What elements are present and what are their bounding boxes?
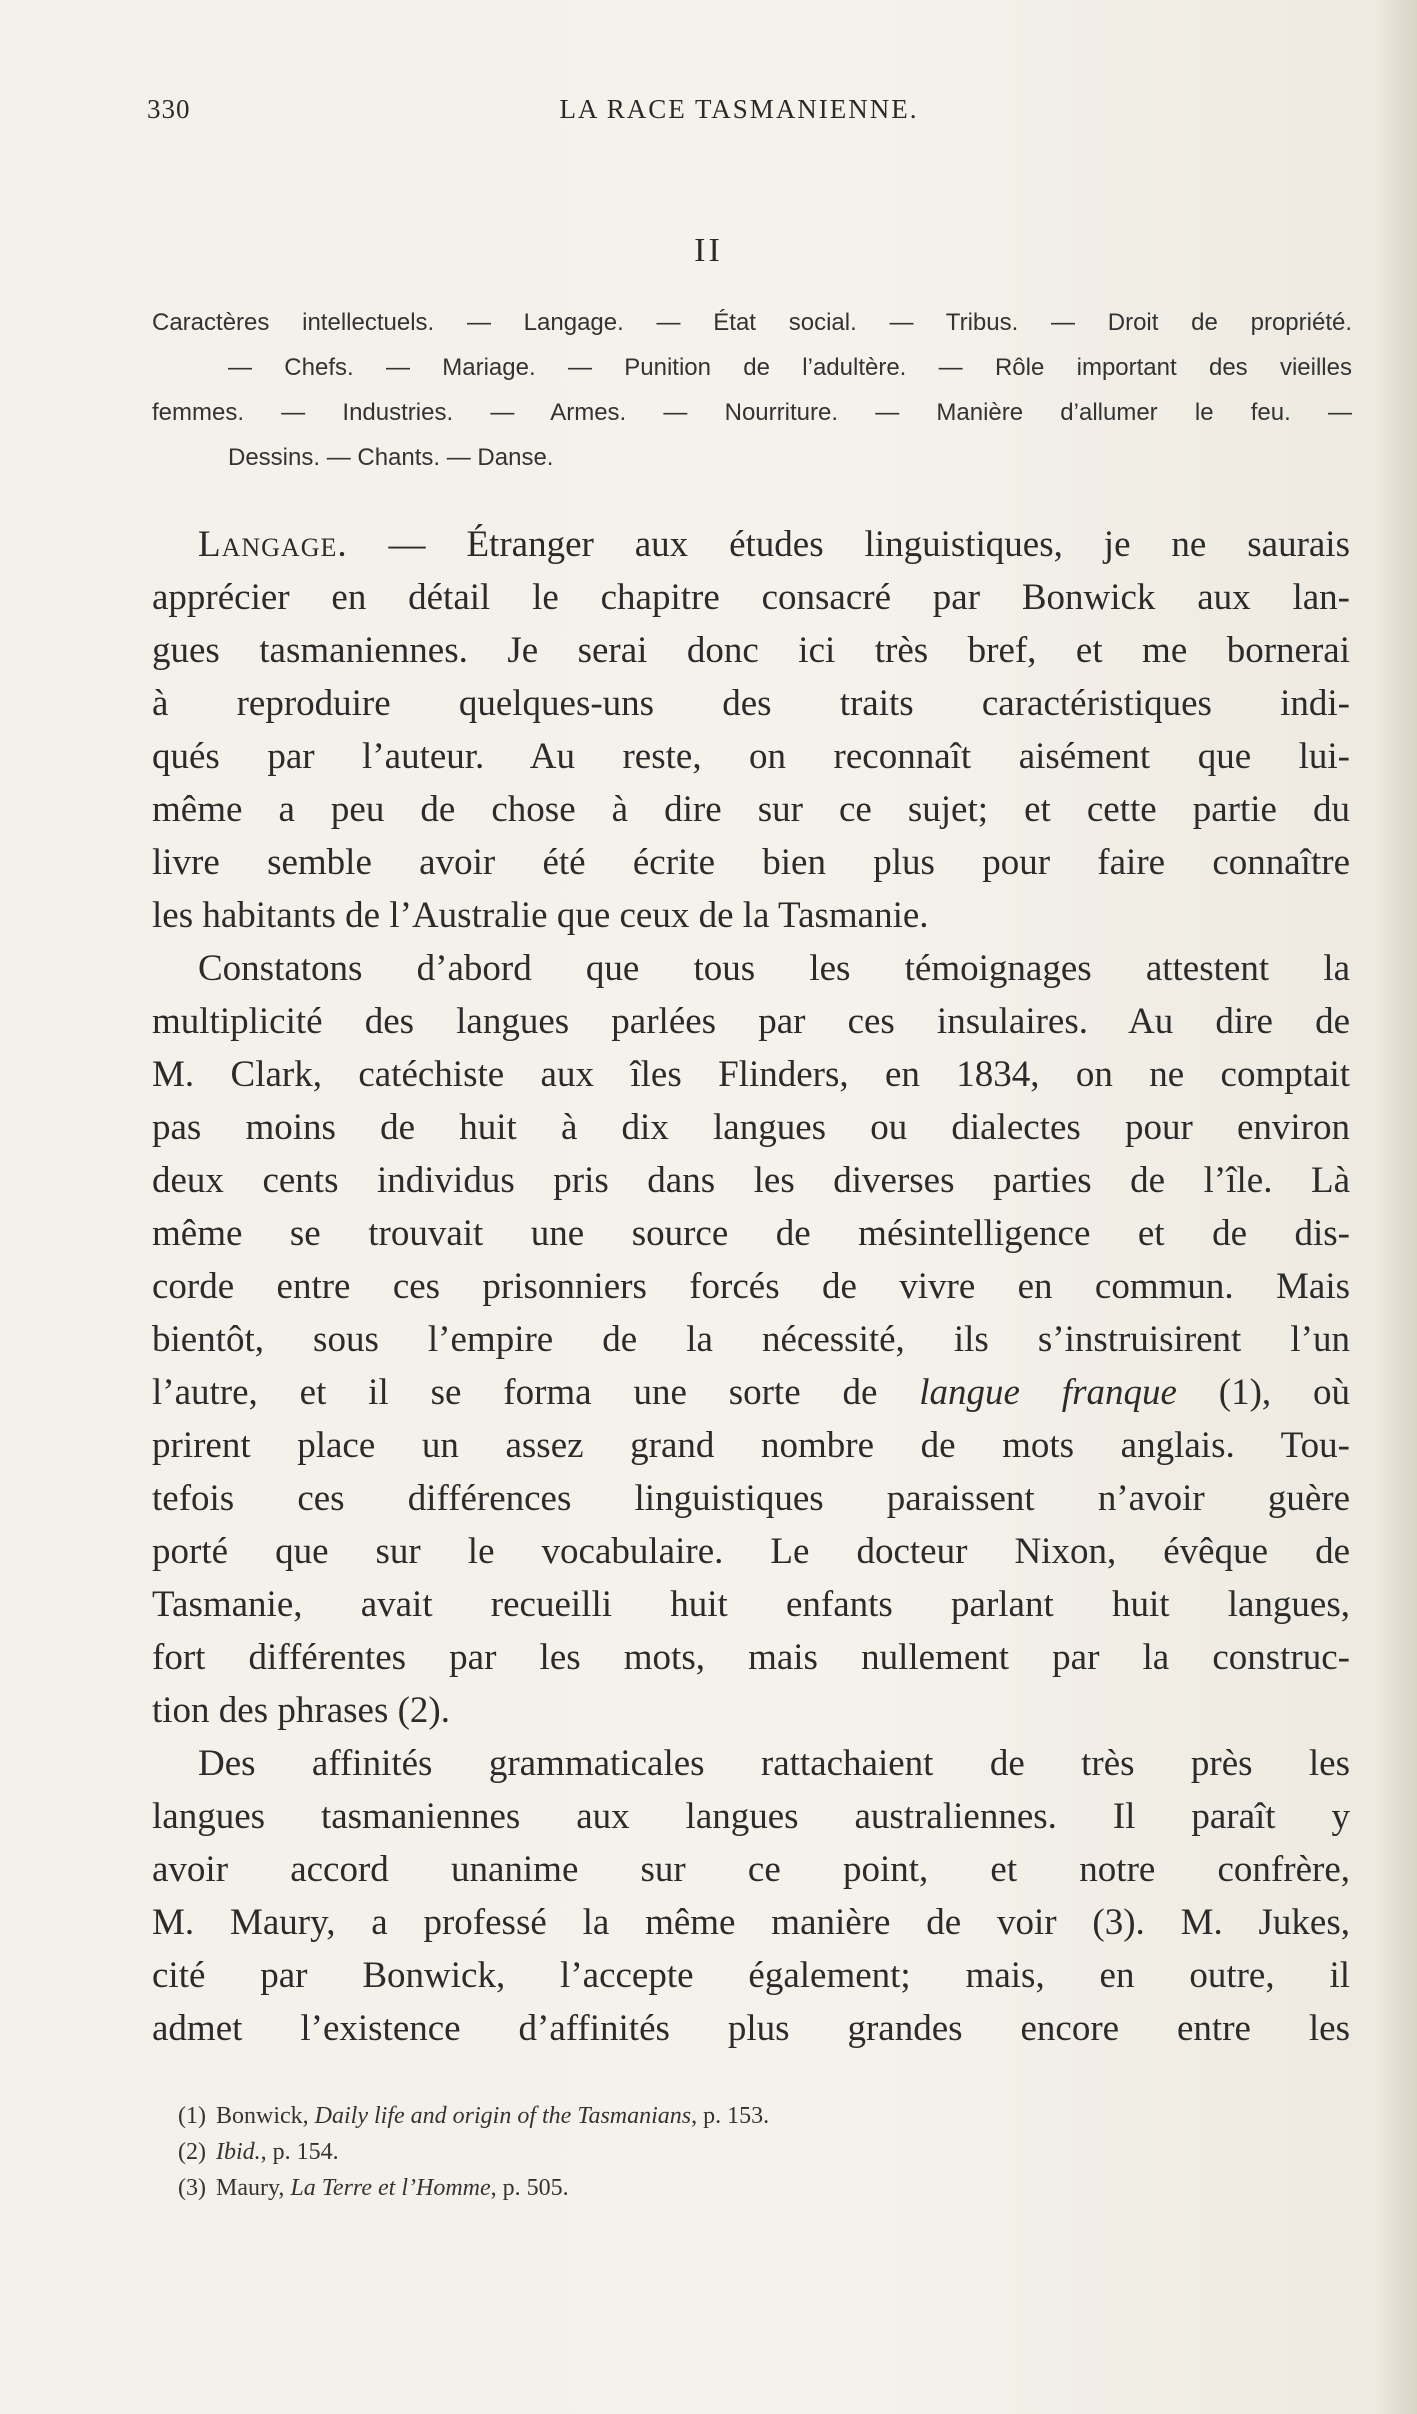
- text-segment: l’autre, et il se forma une sorte de: [152, 1372, 920, 1413]
- lead-word: Langage.: [198, 524, 348, 565]
- text-line: deux cents individus pris dans les diverses parties de l’île. Là: [152, 1160, 1350, 1201]
- summary-line: femmes. — Industries. — Armes. — Nourriture. — Manière d’allumer le feu. —: [152, 399, 1352, 426]
- text-line: apprécier en détail le chapitre consacré par Bonwick aux lan-: [152, 577, 1350, 618]
- text-line: même se trouvait une source de mésintelligence et de dis-: [152, 1213, 1350, 1254]
- text-line: M. Clark, catéchiste aux îles Flinders, en 1834, on ne comptait: [152, 1054, 1350, 1095]
- text-line: [152, 1366, 1350, 1419]
- page-number: 330: [147, 94, 191, 124]
- text-line: fort différentes par les mots, mais nullement par la construc-: [152, 1637, 1350, 1678]
- text-line: livre semble avoir été écrite bien plus pour faire connaître: [152, 842, 1350, 883]
- running-header: [147, 94, 1331, 130]
- text-line: porté que sur le vocabulaire. Le docteur Nixon, évêque de: [152, 1531, 1350, 1572]
- footnotes: [178, 2098, 1178, 2206]
- summary-line: — Chefs. — Mariage. — Punition de l’adultère. — Rôle important des vieilles: [228, 354, 1352, 381]
- text-line: à reproduire quelques-uns des traits caractéristiques indi-: [152, 683, 1350, 724]
- text-line: corde entre ces prisonniers forcés de vivre en commun. Mais: [152, 1266, 1350, 1307]
- footnote-text: , p. 154.: [260, 2139, 339, 2165]
- text-line: cité par Bonwick, l’accepte également; mais, en outre, il: [152, 1955, 1350, 1996]
- chapter-summary: [152, 300, 1352, 480]
- body-text: [152, 518, 1350, 2055]
- text-line: langues tasmaniennes aux langues australiennes. Il paraît y: [152, 1796, 1350, 1837]
- text-line: même a peu de chose à dire sur ce sujet; et cette partie du: [152, 789, 1350, 830]
- section-number: II: [694, 232, 723, 269]
- text-line: admet l’existence d’affinités plus grandes encore entre les: [152, 2008, 1350, 2049]
- text-line: [152, 518, 1350, 571]
- text-line: tion des phrases (2).: [152, 1690, 450, 1731]
- footnote-title: La Terre et l’Homme: [290, 2175, 491, 2201]
- text-line: Tasmanie, avait recueilli huit enfants parlant huit langues,: [152, 1584, 1350, 1625]
- footnote-title: Daily life and origin of the Tasmanians: [314, 2103, 692, 2129]
- footnote-mark: (1): [178, 2103, 206, 2129]
- italic-term: langue franque: [919, 1372, 1177, 1413]
- summary-line: Dessins. — Chants. — Danse.: [228, 444, 554, 471]
- text-line: avoir accord unanime sur ce point, et notre confrère,: [152, 1849, 1350, 1890]
- text-line: prirent place un assez grand nombre de mots anglais. Tou-: [152, 1425, 1350, 1466]
- footnote: [178, 2134, 1178, 2170]
- running-title: LA RACE TASMANIENNE.: [559, 94, 919, 124]
- footnote-mark: (3): [178, 2175, 206, 2201]
- text-line: tefois ces différences linguistiques paraissent n’avoir guère: [152, 1478, 1350, 1519]
- footnote-title: Ibid.: [216, 2139, 261, 2165]
- footnote-text: , p. 153.: [691, 2103, 770, 2129]
- text-line: bientôt, sous l’empire de la nécessité, ils s’instruisirent l’un: [152, 1319, 1350, 1360]
- text-line-content: — Étranger aux études linguistiques, je ne saurais: [347, 524, 1350, 565]
- footnote-mark: (2): [178, 2139, 206, 2165]
- footnote-text: Bonwick,: [216, 2103, 315, 2129]
- text-line: Constatons d’abord que tous les témoignages attestent la: [198, 948, 1350, 989]
- summary-line: Caractères intellectuels. — Langage. — État social. — Tribus. — Droit de propriété.: [152, 309, 1352, 336]
- text-line: gues tasmaniennes. Je serai donc ici très bref, et me bornerai: [152, 630, 1350, 671]
- footnote: [178, 2170, 1178, 2206]
- footnote: [178, 2098, 1178, 2134]
- footnote-text: , p. 505.: [490, 2175, 569, 2201]
- text-line: pas moins de huit à dix langues ou dialectes pour environ: [152, 1107, 1350, 1148]
- footnote-text: Maury,: [216, 2175, 291, 2201]
- text-line: multiplicité des langues parlées par ces insulaires. Au dire de: [152, 1001, 1350, 1042]
- text-line: qués par l’auteur. Au reste, on reconnaît aisément que lui-: [152, 736, 1350, 777]
- text-line: les habitants de l’Australie que ceux de la Tasmanie.: [152, 895, 929, 936]
- text-line: M. Maury, a professé la même manière de voir (3). M. Jukes,: [152, 1902, 1350, 1943]
- text-line: Des affinités grammaticales rattachaient de très près les: [198, 1743, 1350, 1784]
- text-segment: (1), où: [1176, 1372, 1350, 1413]
